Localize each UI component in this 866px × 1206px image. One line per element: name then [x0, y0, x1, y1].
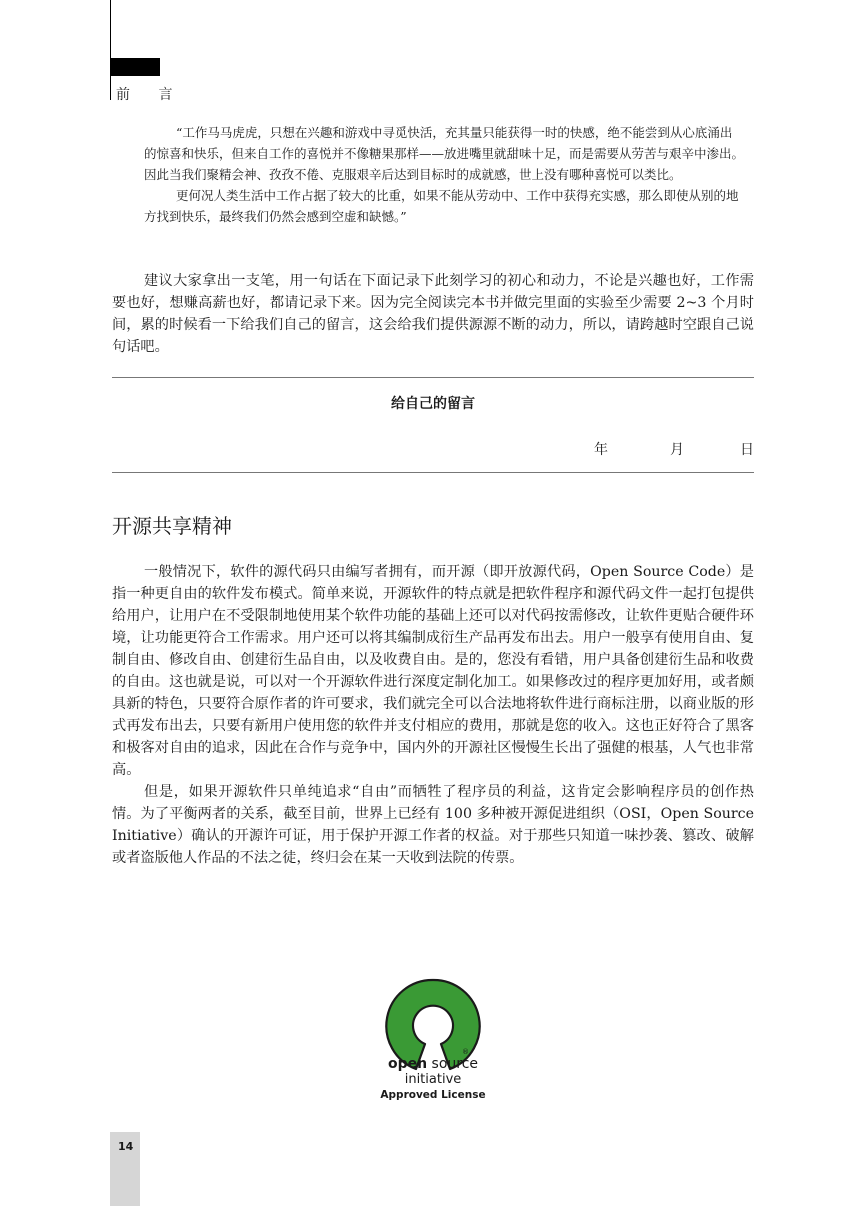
section-label: 前 言 — [116, 87, 185, 103]
message-box-title: 给自己的留言 — [391, 396, 475, 412]
logo-line-1 — [360, 1056, 506, 1072]
section-body — [112, 561, 754, 869]
page-number: 14 — [118, 1140, 134, 1153]
intro-paragraph-block — [112, 270, 754, 358]
date-day-label: 日 — [740, 442, 754, 458]
quote-paragraph-2: 更何况人类生活中工作占据了较大的比重，如果不能从劳动中、工作中获得充实感，那么即使从别的地方找到快乐，最终我们仍然会感到空虚和缺憾。” — [144, 188, 739, 224]
section-heading: 开源共享精神 — [112, 514, 232, 538]
registered-mark: ® — [462, 1048, 469, 1056]
body-paragraph-1: 一般情况下，软件的源代码只由编写者拥有，而开源（即开放源代码，Open Source Code）是指一种更自由的软件发布模式。简单来说，开源软件的特点就是把软件程序和源代码文件一起打包提供给用户，让用户在不受限制地使用某个软件功能的基础上还可以对代码按需修改，让软件更贴合硬件环境，让功能更符合工作需求。用户还可以将其编制成衍生产品再发布出去。用户一般享有使用自由、复制自由、修改自由、创建衍生品自由，以及收费自由。是的，您没有看错，用户具备创建衍生品和收费的自由。这也就是说，可以对一个开源软件进行深度定制化加工。如果修改过的程序更加好用，或者颇具新的特色，只要符合原作者的许可要求，我们就完全可以合法地将软件进行商标注册，以商业版的形式再发布出去，只要有新用户使用您的软件并支付相应的费用，那就是您的收入。这也正好符合了黑客和极客对自由的追求，因此在合作与竞争中，国内外的开源社区慢慢生长出了强健的根基，人气也非常高。 — [112, 564, 754, 778]
quote-block — [144, 122, 744, 227]
body-paragraph-2: 但是，如果开源软件只单纯追求“自由”而牺牲了程序员的利益，这肯定会影响程序员的创作热情。为了平衡两者的关系，截至目前，世界上已经有 100 多种被开源促进组织（OSI，Open Source Initiative）确认的开源许可证，用于保护开源工作者的权益。对于那些只知道一味抄袭、篡改、破解或者盗版他人作品的不法之徒，终归会在某一天收到法院的传票。 — [112, 784, 754, 866]
logo-line-3: Approved License — [380, 1089, 486, 1101]
logo-line-2: initiative — [404, 1072, 462, 1087]
date-year-label: 年 — [594, 442, 608, 458]
chapter-marker-block — [110, 58, 160, 76]
message-box-top-rule — [112, 377, 754, 378]
date-month-label: 月 — [670, 442, 684, 458]
margin-rule — [110, 0, 111, 100]
quote-paragraph-1: “工作马马虎虎，只想在兴趣和游戏中寻觅快活，充其量只能获得一时的快感，绝不能尝到从心底涌出的惊喜和快乐，但来自工作的喜悦并不像糖果那样——放进嘴里就甜味十足，而是需要从劳苦与艰辛中渗出。因此当我们聚精会神、孜孜不倦、克服艰辛后达到目标时的成就感，世上没有哪种喜悦可以类比。 — [144, 125, 745, 182]
logo-word-open: open — [387, 1056, 428, 1072]
message-box-bottom-rule — [112, 472, 754, 473]
logo-word-source: source — [431, 1056, 479, 1072]
intro-paragraph: 建议大家拿出一支笔，用一句话在下面记录下此刻学习的初心和动力，不论是兴趣也好，工作需要也好，想赚高薪也好，都请记录下来。因为完全阅读完本书并做完里面的实验至少需要 2~3 个月时间，累的时候看一下给我们自己的留言，这会给我们提供源源不断的动力，所以，请跨越时空跟自己说句话吧。 — [112, 273, 754, 355]
